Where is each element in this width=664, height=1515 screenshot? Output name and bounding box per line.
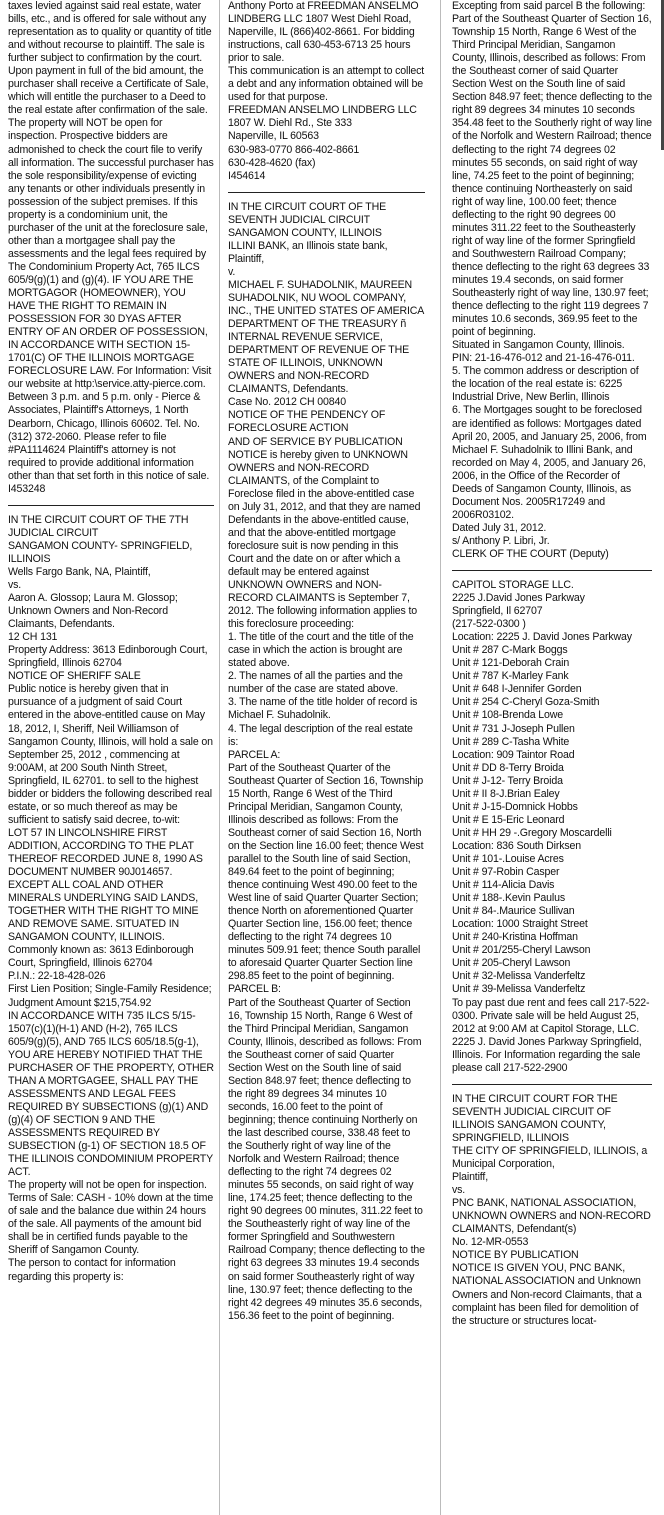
notice-paragraph: Unit # 787 K-Marley Fank [452,670,569,683]
notice-separator [452,570,652,571]
notice-paragraph: LOT 57 IN LINCOLNSHIRE FIRST ADDITION, ACCORDING TO THE PLAT THEREOF RECORDED JUNE 8, 1990 AS DOCUMENT NUMBER 90J014657. EXCEPT ALL COAL AND OTHER MINERALS UNDERLYING SAID LANDS, TOGETHER WITH THE RIGHT TO MINE AND REMOVE SAME. SITUATED IN SANGAMON COUNTY, ILLINOIS. [8,826,203,944]
notice-paragraph: No. 12-MR-0553 [452,1236,529,1249]
notice-paragraph: Unit # 648 I-Jennifer Gorden [452,683,582,696]
notice-paragraph: SANGAMON COUNTY- SPRINGFIELD, ILLINOIS [8,539,193,565]
notice-paragraph: I454614 [228,169,266,182]
legal-notice [228,201,425,1323]
notice-paragraph: NOTICE is hereby given to UNKNOWN OWNERS and NON-RECORD CLAIMANTS, of the Complaint to Foreclose filed in the above-entitled case on July 31, 2012, and that they are named Defendants in the above-entitled cause, and that the above-entitled mortgage foreclosure suit is now pending in this Court and the date on or after which a default may be entered against UNKNOWN OWNERS and NON-RECORD CLAIMANTS is September 7, 2012. The following information applies to this foreclosure proceeding: [228,448,421,631]
notice-paragraph: Unit # DD 8-Terry Broida [452,761,564,774]
notice-paragraph: 4. The legal description of the real estate is: [228,722,413,748]
notice-paragraph: Unit # 289 C-Tasha White [452,735,570,748]
notice-paragraph: Unit # 287 C-Mark Boggs [452,644,568,657]
notice-paragraph: NOTICE IS GIVEN YOU, PNC BANK, NATIONAL ASSOCIATION and Unknown Owners and Non-record Claimants, that a complaint has been filed for demolition of the structure or structures locat- [452,1262,642,1327]
notice-paragraph: 630-428-4620 (fax) [228,156,316,169]
notice-paragraph: NOTICE OF THE PENDENCY OF FORECLOSURE ACTION [228,409,386,435]
notice-paragraph: Springfield, Il 62707 [452,605,543,618]
notice-paragraph: Location: 1000 Straight Street [452,918,588,931]
notice-paragraph: Dated July 31, 2012. [452,521,547,534]
notice-paragraph: 5. The common address or description of the location of the real estate is: 6225 Industrial Drive, New Berlin, Illinois [452,365,639,404]
legal-notice [228,0,425,183]
legal-notice [452,579,652,1075]
notice-paragraph: CAPITOL STORAGE LLC. [452,579,574,592]
notice-paragraph: NOTICE OF SHERIFF SALE [8,670,141,683]
notice-paragraph: v. [228,265,236,278]
notice-separator [452,1084,652,1085]
notice-paragraph: s/ Anthony P. Libri, Jr. [452,534,550,547]
notice-paragraph: 2225 J.David Jones Parkway [452,592,585,605]
notice-paragraph: Unit # 188-.Kevin Paulus [452,892,565,905]
notice-paragraph: vs. [8,579,22,592]
notice-paragraph: Unit # J-12- Terry Broida [452,774,563,787]
notice-paragraph: Part of the Southeast Quarter of Section 16, Township 15 North, Range 6 West of the Third Principal Meridian, Sangamon County, Illinois, described as follows: From the Southeast corner of said Quarter Section West on the South line of said Section 848.97 feet; thence deflecting to the right 89 degrees 34 minutes 10 seconds, 16.00 feet to the point of beginning; thence continuing Northerly on the last described course, 338.48 feet to the Southerly right of way line of the Norfolk and Western Railroad; thence deflecting to the right 74 degrees 02 minutes 55 seconds, on said right of way line, 174.25 feet; thence deflecting to the right 90 degrees 00 minutes, 311.22 feet to the Southeasterly right of way line of the former Springfield and Southwestern Railroad Company; thence deflecting to the right 63 degrees 33 minutes 19.4 seconds on said former Southeasterly right of way line, 130.97 feet; thence deflecting to the right 42 degrees 49 minutes 35.6 seconds, 156.36 feet to the point of beginning. [228,996,425,1322]
notice-paragraph: Excepting from said parcel B the following: Part of the Southeast Quarter of Section 16, Township 15 North, Range 6 West of the Third Principal Meridian, Sangamon County, Illinois, described as follows: From the Southeast corner of said Quarter Section West on the South line of said Section 848.97 feet; thence deflecting to the right 89 degrees 34 minutes 10 seconds 354.48 feet to the Southerly right of way line of the Norfolk and Western Railroad; thence deflecting to the right 74 degrees 02 minutes 55 seconds, on said right of way line, 74.25 feet to the point of beginning; thence continuing Northeasterly on said right of way line, 100.00 feet; thence deflecting to the right 90 degrees 00 minutes 311.22 feet to the Southeasterly right of way line of the former Springfield and Southwestern Railroad Company; thence deflecting to the right 63 degrees 33 minutes 19.4 seconds, on said former Southeasterly right of way line, 130.97 feet; thence deflecting to the right 119 degrees 7 minutes 10.6 seconds, 369.95 feet to the point of beginning. [452,0,652,339]
notice-paragraph: Location: 2225 J. David Jones Parkway [452,631,632,644]
notice-paragraph: I453248 [8,482,46,495]
notice-paragraph: Unit # 254 C-Cheryl Goza-Smith [452,696,600,709]
notice-paragraph: THE CITY OF SPRINGFIELD, ILLINOIS, a Municipal Corporation, [452,1144,648,1171]
notice-paragraph: (217-522-0300 ) [452,618,526,631]
notice-paragraph: 1. The title of the court and the title of the case in which the action is brought are stated above. [228,631,414,670]
notice-paragraph: Situated in Sangamon County, Illinois. [452,339,625,352]
notice-paragraph: To pay past due rent and fees call 217-522-0300. Private sale will be held August 25, 2012 at 9:00 AM at Capitol Storage, LLC. 2225 J. David Jones Parkway Springfield, Illinois. For Information regarding the sale please call 217-522-2900 [452,996,650,1074]
notice-paragraph: Part of the Southeast Quarter of the Southeast Quarter of Section 16, Township 15 North, Range 6 West of the Third Principal Meridian, Sangamon County, Illinois described as follows: From the Southeast corner of said Section 16, North on the Section line 16.00 feet; thence West parallel to the South line of said Section, 849.64 feet to the point of beginning; thence continuing West 490.00 feet to the West line of said Quarter Quarter Section; thence North on aforementioned Quarter Quarter Section line, 156.00 feet; thence deflecting to the right 74 degrees 10 minutes 509.91 feet; thence South parallel to aforesaid Quarter Quarter Section line 298.85 feet to the point of beginning. [228,761,424,983]
notice-paragraph: Anthony Porto at FREEDMAN ANSELMO LINDBERG LLC 1807 West Diehl Road, Naperville, IL (866)402-8661. For bidding instructions, call 630-453-6713 25 hours prior to sale. [228,0,419,65]
notice-paragraph: Terms of Sale: CASH - 10% down at the time of sale and the balance due within 24 hours of the sale. All payments of the amount bid shall be in certified funds payable to the Sheriff of Sangamon County. [8,1192,214,1257]
notice-paragraph: IN THE CIRCUIT COURT OF THE SEVENTH JUDICIAL CIRCUIT [228,200,387,226]
notice-paragraph: Unit # E 15-Eric Leonard [452,813,565,826]
notice-paragraph: Unit # 205-Cheryl Lawson [452,957,571,970]
notice-separator [228,192,425,193]
notice-paragraph: PARCEL B: [228,983,281,996]
notice-paragraph: 6. The Mortgages sought to be foreclosed are identified as follows: Mortgages dated April 20, 2005, and January 25, 2006, from Michael F. Suhadolnik to Illini Bank, and recorded on May 4, 2005, and January 26, 2006, in the Office of the Recorder of Deeds of Sangamon County, Illinois, as Document Nos. 2005R17249 and 2006R03102. [452,404,647,521]
notice-paragraph: Unit # 108-Brenda Lowe [452,709,563,722]
notice-paragraph: Unit # 114-Alicia Davis [452,879,555,892]
notice-paragraph: The property will not be open for inspection. [8,1179,207,1192]
legal-notice [452,0,652,561]
column-3 [452,0,652,1328]
notice-paragraph: Wells Fargo Bank, NA, Plaintiff, [8,565,151,578]
notice-paragraph: Unit # 84-.Maurice Sullivan [452,905,575,918]
notice-paragraph: Unit # 101-.Louise Acres [452,853,564,865]
legal-notice [8,0,214,496]
notice-paragraph: taxes levied against said real estate, water bills, etc., and is offered for sale without any representation as to quality or quantity of title and without recourse to plaintiff. The sale is further subject to confirmation by the court. Upon payment in full of the bid amount, the purchaser shall receive a Certificate of Sale, which will entitle the purchaser to a Deed to the real estate after confirmation of the sale. The property will NOT be open for inspection. Prospective bidders are admonished to check the court file to verify all information. The successful purchaser has the sole responsibility/expense of evicting any tenants or other individuals presently in possession of the subject premises. If this property is a condominium unit, the purchaser of the unit at the foreclosure sale, other than a mortgagee shall pay the assessments and the legal fees required by The Condominium Property Act, 765 ILCS 605/9(g)(1) and (g)(4). IF YOU ARE THE MORTGAGOR (HOMEOWNER), YOU HAVE THE RIGHT TO REMAIN IN POSSESSION FOR 30 DYAS AFTER ENTRY OF AN ORDER OF POSSESSION, IN ACCORDANCE WITH SECTION 15-1701(C) OF THE ILLINOIS MORTGAGE FORECLOSURE LAW. For Information: Visit our website at http:\service.atty-pierce.com. Between 3 p.m. and 5 p.m. only - Pierce & Associates, Plaintiff's Attorneys, 1 North Dearborn, Chicago, Illinois 60602. Tel. No. (312) 372-2060. Please refer to file #PA1114624 Plaintiff's attorney is not required to provide additional information other than that set forth in this notice of sale. [8,0,214,482]
notice-paragraph: IN THE CIRCUIT COURT OF THE 7TH JUDICIAL CIRCUIT [8,513,189,539]
notice-paragraph: PARCEL A: [228,748,281,761]
notice-paragraph: Unit # J-15-Domnick Hobbs [452,800,578,813]
notice-paragraph: Unit # 240-Kristina Hoffman [452,931,578,944]
notice-paragraph: AND OF SERVICE BY PUBLICATION [228,435,403,448]
notice-paragraph: vs. [452,1184,466,1197]
legal-notice [8,514,214,1284]
column-divider-2 [440,0,441,1515]
notice-paragraph: PNC BANK, NATIONAL ASSOCIATION, UNKNOWN OWNERS and NON-RECORD CLAIMANTS, Defendant(s) [452,1197,651,1236]
notice-paragraph: MICHAEL F. SUHADOLNIK, MAUREEN SUHADOLNIK, NU WOOL COMPANY, INC., THE UNITED STATES OF AMERICA DEPARTMENT OF THE TREASURY ñ INTERNAL REVENUE SERVICE, DEPARTMENT OF REVENUE OF THE STATE OF ILLINOIS, UNKNOWN OWNERS and NON-RECORD CLAIMANTS, Defendants. [228,278,424,396]
notice-paragraph: Case No. 2012 CH 00840 [228,396,347,409]
notice-paragraph: P.I.N.: 22-18-428-026 [8,970,106,983]
notice-paragraph: Unit # 39-Melissa Vanderfeltz [452,983,586,996]
column-divider-1 [219,0,220,1515]
notice-paragraph: Public notice is hereby given that in pursuance of a judgment of said Court entered in the above-entitled cause on May 18, 2012, I, Sheriff, Neil Williamson of Sangamon County, Illinois, will hold a sale on September 25, 2012 , commencing at 9:00AM, at 200 South Ninth Street, Springfield, IL 62701. to sell to the highest bidder or bidders the following described real estate, or so much thereof as may be sufficient to satisfy said decree, to-wit: [8,683,213,826]
notice-paragraph: Unit # 97-Robin Casper [452,866,560,879]
notice-paragraph: 1807 W. Diehl Rd., Ste 333 [228,117,352,130]
notice-paragraph: Unit # HH 29 -.Gregory Moscardelli [452,826,612,839]
notice-paragraph: FREEDMAN ANSELMO LINDBERG LLC [228,104,417,117]
notice-paragraph: First Lien Position; Single-Family Residence; Judgment Amount $215,754.92 [8,983,212,1009]
notice-separator [8,505,214,506]
column-1 [8,0,214,1284]
legal-notice [452,1093,652,1328]
notice-paragraph: Unit # 731 J-Joseph Pullen [452,722,575,735]
notice-paragraph: SANGAMON COUNTY, ILLINOIS [228,226,382,239]
notice-paragraph: ILLINI BANK, an Illinois state bank, Plaintiff, [228,239,388,265]
notice-paragraph: Location: 836 South Dirksen [452,839,582,852]
notice-paragraph: Unit # 121-Deborah Crain [452,657,570,670]
notice-paragraph: IN ACCORDANCE WITH 735 ILCS 5/15-1507(c)(1)(H-1) AND (H-2), 765 ILCS 605/9(g)(5), AND 765 ILCS 605/18.5(g-1), YOU ARE HEREBY NOTIFIED THAT THE PURCHASER OF THE PROPERTY, OTHER THAN A MORTGAGEE, SHALL PAY THE ASSESSMENTS AND LEGAL FEES REQUIRED BY SUBSECTIONS (g)(1) AND (g)(4) OF SECTION 9 AND THE ASSESSMENTS REQUIRED BY SUBSECTION (g-1) OF SECTION 18.5 OF THE ILLINOIS CONDOMINIUM PROPERTY ACT. [8,1009,214,1179]
notice-paragraph: IN THE CIRCUIT COURT FOR THE SEVENTH JUDICIAL CIRCUIT OF ILLINOIS SANGAMON COUNTY, SPRINGFIELD, ILLINOIS [452,1092,618,1144]
notice-paragraph: Property Address: 3613 Edinborough Court, Springfield, Illinois 62704 [8,644,208,670]
notice-paragraph: Unit # 201/255-Cheryl Lawson [452,944,591,957]
notice-paragraph: 3. The name of the title holder of record is Michael F. Suhadolnik. [228,696,418,722]
notice-paragraph: Unit # 32-Melissa Vanderfeltz [452,970,586,983]
notice-paragraph: PIN: 21-16-476-012 and 21-16-476-011. [452,352,635,365]
notice-paragraph: 2. The names of all the parties and the number of the case are stated above. [228,670,403,696]
notice-paragraph: CLERK OF THE COURT (Deputy) [452,547,609,560]
notice-paragraph: This communication is an attempt to collect a debt and any information obtained will be used for that purpose. [228,65,425,104]
notice-paragraph: 12 CH 131 [8,631,58,644]
notice-paragraph: Location: 909 Taintor Road [452,748,575,761]
column-2 [228,0,425,1323]
notice-paragraph: Aaron A. Glossop; Laura M. Glossop; Unknown Owners and Non-Record Claimants, Defendants. [8,592,178,631]
notice-paragraph: Unit # II 8-J.Brian Ealey [452,787,560,800]
notice-paragraph: 630-983-0770 866-402-8661 [228,143,360,156]
notice-paragraph: Commonly known as: 3613 Edinborough Court, Springfield, Illinois 62704 [8,944,194,970]
notice-paragraph: The person to contact for information regarding this property is: [8,1257,176,1283]
notice-paragraph: NOTICE BY PUBLICATION [452,1249,579,1262]
notice-paragraph: Naperville, IL 60563 [228,130,319,143]
notice-paragraph: Plaintiff, [452,1171,488,1184]
